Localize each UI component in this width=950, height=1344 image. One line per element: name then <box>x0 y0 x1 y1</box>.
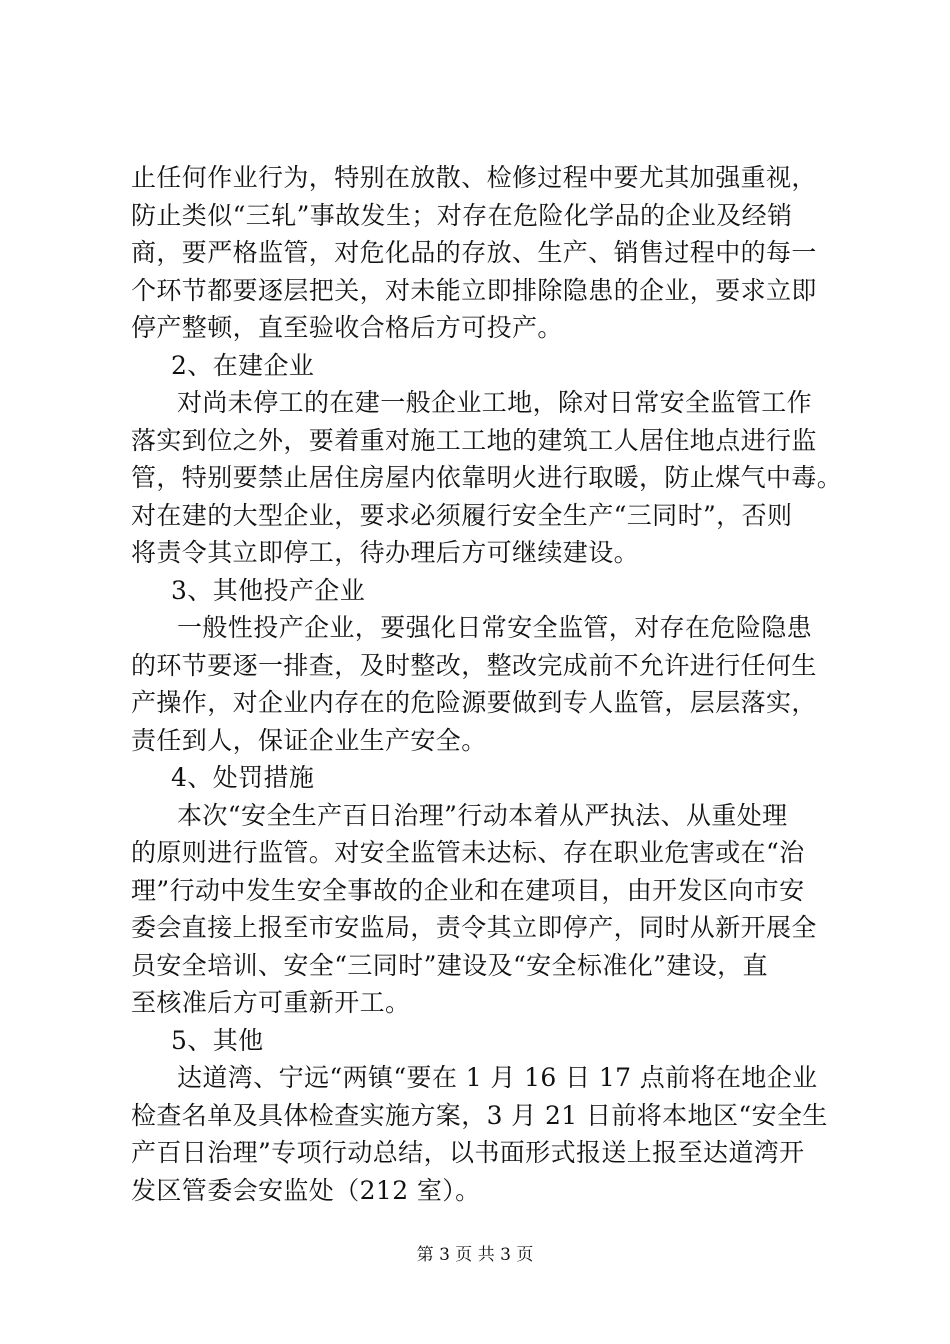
section-heading-5: 5、其他 <box>171 1025 264 1055</box>
section-heading-4: 4、处罚措施 <box>171 763 315 792</box>
body-line: 本次“安全生产百日治理”行动本着从严执法、从重处理 <box>177 800 788 830</box>
body-line: 的原则进行监管。对安全监管未达标、存在职业危害或在“治 <box>131 838 805 867</box>
body-line: 对尚未停工的在建一般企业工地，除对日常安全监管工作 <box>177 388 813 417</box>
body-line: 将责令其立即停工，待办理后方可继续建设。 <box>131 538 640 567</box>
body-line: 责任到人，保证企业生产安全。 <box>131 725 487 755</box>
body-line: 理”行动中发生安全事故的企业和在建项目，由开发区向市安 <box>131 875 805 905</box>
body-line: 委会直接上报至市安监局，责令其立即停产，同时从新开展全 <box>131 913 817 942</box>
body-line: 员安全培训、安全“三同时”建设及“安全标准化”建设，直 <box>131 950 768 980</box>
body-line: 的环节要逐一排查，及时整改，整改完成前不允许进行任何生 <box>131 650 817 680</box>
body-line: 落实到位之外，要着重对施工工地的建筑工人居住地点进行监 <box>131 425 817 455</box>
body-line: 对在建的大型企业，要求必须履行安全生产“三同时”，否则 <box>131 500 793 530</box>
body-line: 产操作，对企业内存在的危险源要做到专人监管，层层落实， <box>131 688 817 717</box>
body-line: 止任何作业行为，特别在放散、检修过程中要尤其加强重视， <box>131 163 817 192</box>
body-line: 发区管委会安监处（212 室）。 <box>131 1175 481 1205</box>
body-line: 产百日治理”专项行动总结，以书面形式报送上报至达道湾开 <box>131 1138 805 1167</box>
document-body <box>131 159 843 1209</box>
body-line: 一般性投产企业，要强化日常安全监管，对存在危险隐患 <box>177 613 813 642</box>
body-line: 检查名单及具体检查实施方案，3 月 21 日前将本地区“安全生 <box>131 1100 828 1130</box>
body-line: 达道湾、宁远“两镇“要在 1 月 16 日 17 点前将在地企业 <box>177 1063 818 1092</box>
body-line: 商，要严格监管，对危化品的存放、生产、销售过程中的每一 <box>131 238 817 267</box>
page-footer: 第 3 页 共 3 页 <box>416 1245 534 1265</box>
body-line: 防止类似“三轧”事故发生；对存在危险化学品的企业及经销 <box>131 200 793 230</box>
body-line: 停产整顿，直至验收合格后方可投产。 <box>131 313 563 342</box>
section-heading-2: 2、在建企业 <box>171 350 315 380</box>
body-line: 至核准后方可重新开工。 <box>131 988 411 1017</box>
body-line: 个环节都要逐层把关，对未能立即排除隐患的企业，要求立即 <box>131 275 817 305</box>
body-line: 管，特别要禁止居住房屋内依靠明火进行取暖，防止煤气中毒。 <box>131 463 843 492</box>
section-heading-3: 3、其他投产企业 <box>171 575 366 605</box>
